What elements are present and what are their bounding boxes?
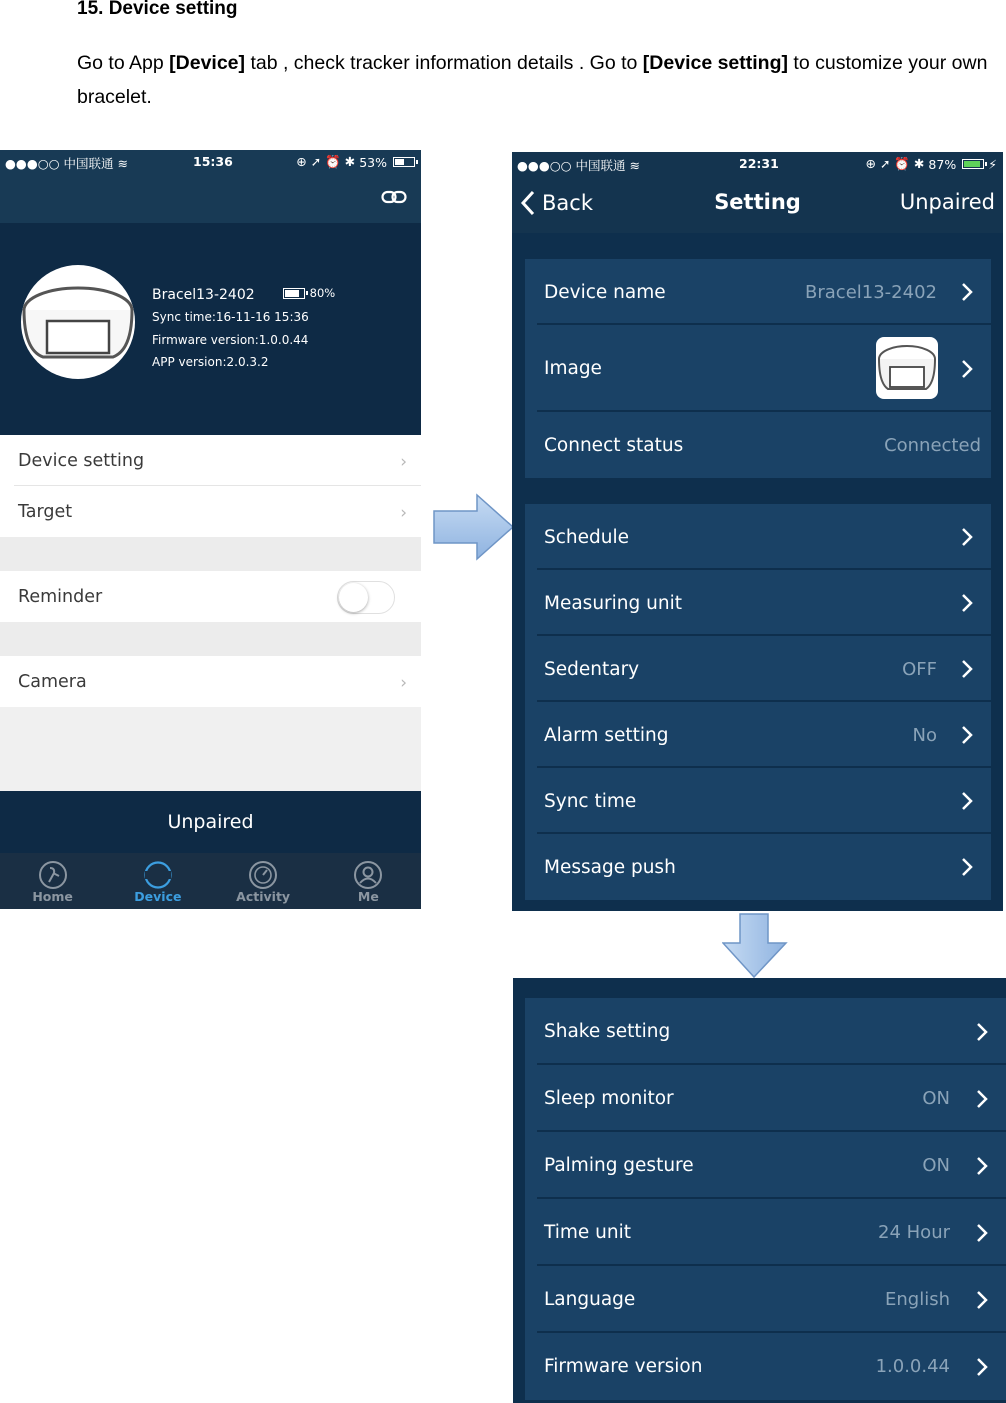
device-info-panel (0, 223, 421, 435)
alarm-setting-label: Alarm setting (544, 724, 669, 746)
carrier-label: ●●●○○ 中国联通 ≋ (5, 156, 128, 171)
home-icon (37, 859, 69, 891)
carrier-label: ●●●○○ 中国联通 ≋ (517, 158, 640, 173)
camera-row[interactable] (0, 656, 421, 707)
palming-gesture-row[interactable] (525, 1132, 1006, 1199)
status-time: 22:31 (739, 156, 779, 171)
measuring-unit-label: Measuring unit (544, 592, 682, 614)
section-heading: 15. Device setting (77, 0, 238, 19)
message-push-row[interactable] (525, 834, 991, 900)
battery-percent: 53% (359, 154, 387, 170)
status-bar (0, 150, 421, 174)
language-label: Language (544, 1289, 636, 1310)
chevron-right-icon (976, 1089, 988, 1109)
device-icon (142, 859, 174, 891)
settings-card (525, 504, 991, 900)
device-menu (0, 435, 421, 707)
sedentary-value: OFF (902, 658, 937, 680)
bracelet-image (21, 265, 135, 379)
chevron-right-icon (961, 659, 973, 679)
tab-activity[interactable] (211, 853, 316, 909)
firmware-version-label: Firmware version (544, 1356, 703, 1377)
schedule-row[interactable] (525, 504, 991, 570)
chevron-right-icon (976, 1357, 988, 1377)
target-label: Target (18, 501, 73, 522)
arrow-down-icon (722, 913, 788, 979)
sedentary-label: Sedentary (544, 658, 640, 680)
status-icons (866, 156, 997, 172)
intro-text-3: to customize your own bracelet. (77, 52, 988, 108)
device-setting-ref: [Device setting] (642, 52, 788, 74)
language-value: English (885, 1289, 950, 1310)
device-setting-label: Device setting (18, 450, 145, 471)
sleep-monitor-value: ON (922, 1088, 950, 1109)
reminder-row (0, 571, 421, 622)
chevron-right-icon (976, 1223, 988, 1243)
arrow-right-icon (433, 493, 515, 561)
chevron-right-icon (961, 527, 973, 547)
time-unit-row[interactable] (525, 1199, 1006, 1266)
setting-screen-continued (513, 978, 1006, 1403)
time-unit-value: 24 Hour (878, 1222, 950, 1243)
intro-text-2: tab , check tracker information details . Go to (245, 52, 643, 74)
device-name-row[interactable] (525, 259, 991, 325)
device-info-card (525, 259, 991, 478)
intro-paragraph (77, 46, 1006, 114)
shake-setting-row[interactable] (525, 998, 1006, 1065)
sleep-monitor-label: Sleep monitor (544, 1088, 674, 1109)
status-bar (512, 152, 1003, 176)
alarm-setting-row[interactable] (525, 702, 991, 768)
status-icons (296, 154, 415, 170)
tab-home[interactable] (0, 853, 105, 909)
nav-bar (512, 176, 1003, 233)
reminder-label: Reminder (18, 586, 103, 607)
device-name-value: Bracel13-2402 (805, 281, 937, 303)
bracelet-thumbnail (876, 337, 938, 399)
tab-home-label: Home (32, 889, 73, 904)
palming-gesture-value: ON (922, 1155, 950, 1176)
app-version: APP version:2.0.3.2 (152, 355, 269, 370)
back-label: Back (542, 191, 593, 215)
device-battery-icon (283, 288, 305, 299)
schedule-label: Schedule (544, 526, 630, 548)
page-title: Setting (714, 190, 801, 214)
palming-gesture-label: Palming gesture (544, 1155, 694, 1176)
chevron-right-icon: › (400, 503, 407, 523)
chevron-right-icon (961, 857, 973, 877)
bracelet-icon (876, 337, 938, 399)
unpaired-button[interactable]: Unpaired (0, 791, 421, 853)
sync-time-row[interactable] (525, 768, 991, 834)
tab-device[interactable] (105, 853, 210, 909)
tab-bar (0, 853, 421, 909)
measuring-unit-row[interactable] (525, 570, 991, 636)
status-icons-glyphs: ⊕ ➚ ⏰ ✱ (865, 156, 925, 171)
message-push-label: Message push (544, 856, 676, 878)
firmware-version-row[interactable] (525, 1333, 1006, 1400)
firmware-version-value: 1.0.0.44 (875, 1356, 950, 1377)
connect-status-value: Connected (884, 434, 981, 456)
charging-icon: ⚡ (988, 156, 997, 172)
chevron-right-icon (961, 593, 973, 613)
chevron-right-icon (961, 791, 973, 811)
tab-device-label: Device (134, 889, 182, 904)
alarm-setting-value: No (912, 724, 937, 746)
nav-bar (0, 174, 421, 223)
chevron-right-icon (961, 359, 973, 379)
activity-icon (247, 859, 279, 891)
connect-status-row (525, 412, 991, 478)
device-screen (0, 150, 421, 909)
device-name-label: Device name (544, 281, 666, 303)
connect-status-label: Connect status (544, 434, 684, 456)
setting-screen (512, 152, 1003, 911)
reminder-toggle[interactable] (337, 581, 395, 614)
shake-setting-label: Shake setting (544, 1021, 671, 1042)
sync-time: Sync time:16-11-16 15:36 (152, 310, 309, 325)
battery-icon (393, 157, 415, 167)
unpaired-button[interactable]: Unpaired (899, 190, 995, 214)
link-icon[interactable] (381, 190, 407, 204)
status-time: 15:36 (193, 154, 233, 169)
chevron-right-icon (961, 282, 973, 302)
firmware-version: Firmware version:1.0.0.44 (152, 332, 309, 347)
chevron-right-icon: › (400, 673, 407, 693)
battery-icon (962, 159, 984, 169)
device-setting-row[interactable] (0, 435, 421, 486)
device-details (152, 282, 335, 374)
intro-text-1: Go to App (77, 52, 170, 74)
chevron-right-icon (976, 1156, 988, 1176)
sedentary-row[interactable] (525, 636, 991, 702)
tab-activity-label: Activity (236, 889, 291, 904)
sleep-monitor-row[interactable] (525, 1065, 1006, 1132)
chevron-right-icon: › (400, 452, 407, 472)
chevron-right-icon (976, 1290, 988, 1310)
device-battery-percent: 80% (309, 286, 336, 300)
sync-time-label: Sync time (544, 790, 637, 812)
camera-label: Camera (18, 671, 87, 692)
battery-percent: 87% (928, 156, 957, 172)
image-row[interactable] (525, 325, 991, 412)
target-row[interactable] (0, 486, 421, 537)
user-icon (352, 859, 384, 891)
device-tab-ref: [Device] (169, 52, 246, 74)
bracelet-icon (21, 265, 135, 379)
more-settings-card (525, 998, 1006, 1400)
image-label: Image (544, 358, 602, 379)
tab-me-label: Me (357, 889, 379, 904)
status-icons-glyphs: ⊕ ➚ ⏰ ✱ (296, 154, 356, 169)
device-name: Bracel13-2402 (152, 286, 255, 303)
tab-me[interactable] (316, 853, 421, 909)
chevron-right-icon (961, 725, 973, 745)
chevron-right-icon (976, 1022, 988, 1042)
language-row[interactable] (525, 1266, 1006, 1333)
time-unit-label: Time unit (544, 1222, 631, 1243)
